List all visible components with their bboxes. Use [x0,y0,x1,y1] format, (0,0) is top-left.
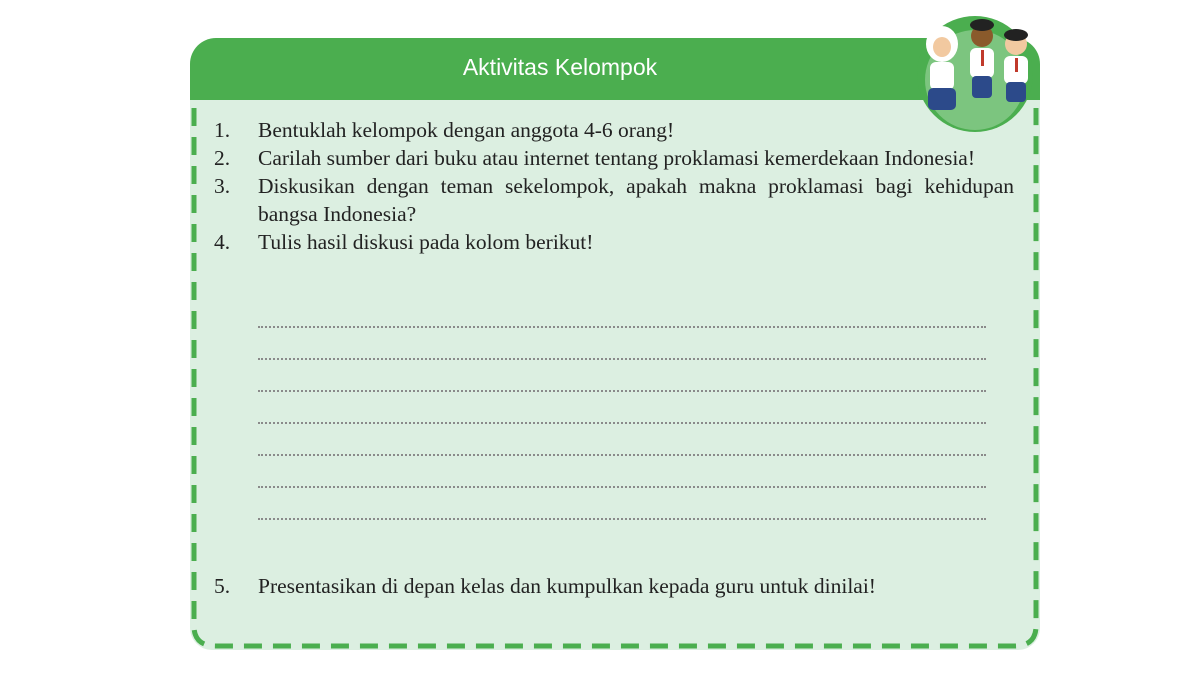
activity-list-continued [214,572,1014,600]
answer-line[interactable] [258,422,986,424]
item-number: 1. [214,118,231,142]
item-number: 3. [214,174,231,198]
activity-list [214,116,1014,256]
activity-card [190,38,1040,650]
item-number: 2. [214,146,231,170]
answer-line[interactable] [258,518,986,520]
answer-line[interactable] [258,326,986,328]
answer-line[interactable] [258,454,986,456]
item-text: Presentasikan di depan kelas dan kumpulkan kepada guru untuk dinilai! [258,574,876,598]
answer-line[interactable] [258,358,986,360]
activity-title: Aktivitas Kelompok [462,54,658,80]
list-item [214,144,1014,172]
item-text: Diskusikan dengan teman sekelompok, apakah makna proklamasi bagi kehidupan bangsa Indonesia? [258,174,1014,226]
list-item [214,116,1014,144]
item-text: Carilah sumber dari buku atau internet tentang proklamasi kemerdekaan Indonesia! [258,146,976,170]
item-text: Tulis hasil diskusi pada kolom berikut! [258,230,594,254]
answer-line[interactable] [258,486,986,488]
list-item [214,228,1014,256]
item-text: Bentuklah kelompok dengan anggota 4-6 orang! [258,118,675,142]
item-number: 4. [214,230,231,254]
item-number: 5. [214,574,231,598]
list-item [214,172,1014,228]
answer-line[interactable] [258,390,986,392]
list-item [214,572,1014,600]
